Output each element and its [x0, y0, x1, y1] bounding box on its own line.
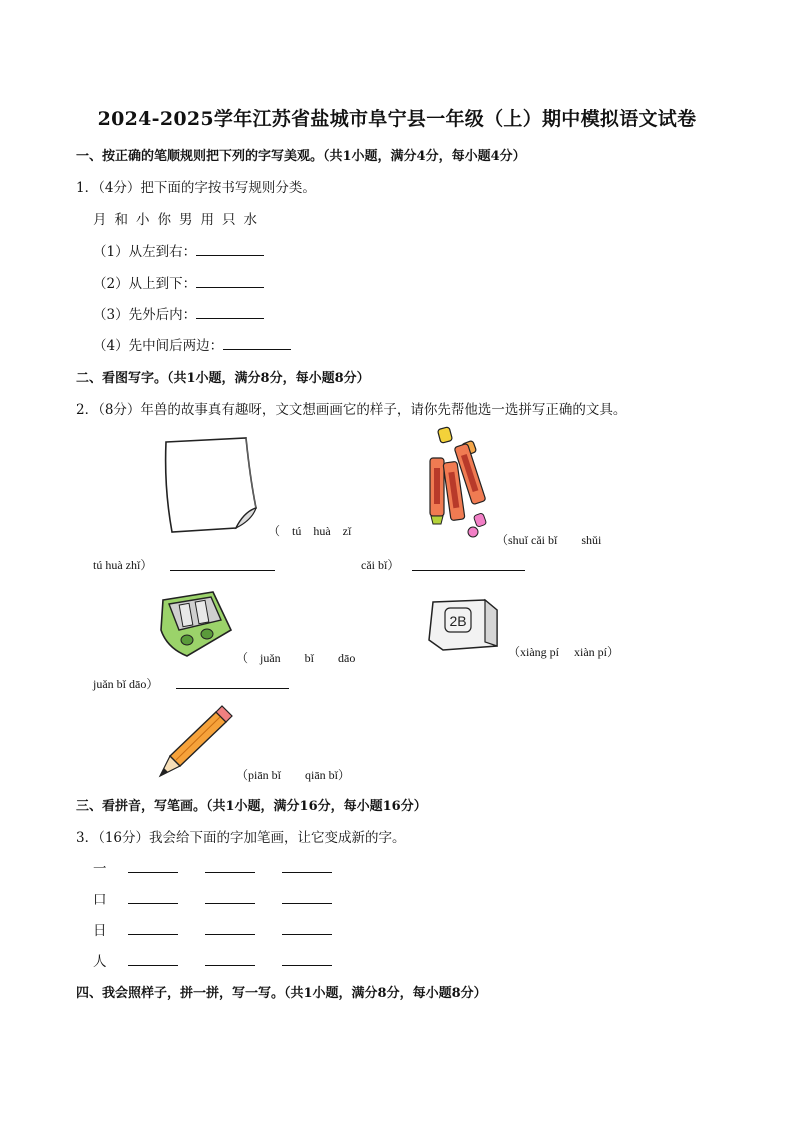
q1-item-label: （1）从左到右： — [93, 244, 197, 260]
answer-line[interactable] — [128, 934, 178, 935]
answer-line[interactable] — [282, 965, 332, 966]
answer-blank[interactable] — [196, 243, 264, 256]
eraser-image — [425, 596, 505, 654]
answer-line[interactable] — [128, 903, 178, 904]
char: 小 — [136, 212, 150, 228]
char: 男 — [179, 212, 193, 228]
pencil-sharpener-image — [157, 590, 237, 662]
section-1-heading: 一、按正确的笔顺规则把下列的字写美观。（共1小题，满分4分，每小题4分） — [76, 149, 526, 164]
eraser-label: 2B — [449, 613, 467, 629]
answer-line[interactable] — [128, 872, 178, 873]
q1-item-2 — [93, 272, 264, 292]
pen-pinyin-options-cont: cǎi bǐ） — [361, 558, 400, 572]
char: 只 — [222, 212, 236, 228]
char: 你 — [157, 212, 171, 228]
pencil-pinyin-options: （piān bǐ qiān bǐ） — [236, 768, 350, 782]
page-title: 2024-2025学年江苏省盐城市阜宁县一年级（上）期中模拟语文试卷 — [97, 108, 697, 130]
q1-item-label: （2）从上到下： — [93, 276, 197, 292]
answer-line[interactable] — [205, 903, 255, 904]
question-1-chars — [93, 208, 265, 228]
q1-item-label: （4）先中间后两边： — [93, 338, 224, 354]
watercolor-pens-image — [425, 428, 495, 540]
answer-line[interactable] — [205, 934, 255, 935]
sharpener-pinyin-options-cont: juǎn bǐ dāo） — [93, 677, 159, 691]
char: 月 — [93, 212, 107, 228]
answer-line[interactable] — [282, 934, 332, 935]
section-4-heading: 四、我会照样子，拼一拼，写一写。（共1小题，满分8分，每小题8分） — [76, 986, 487, 1001]
answer-blank[interactable] — [223, 337, 291, 350]
answer-blank[interactable] — [196, 275, 264, 288]
section-3-heading: 三、看拼音，写笔画。（共1小题，满分16分，每小题16分） — [76, 799, 427, 814]
pencil-image — [158, 706, 234, 778]
q3-char: 日 — [93, 923, 107, 939]
answer-line-sharpener[interactable] — [176, 688, 289, 689]
paper-pinyin-options-cont: tú huà zhǐ） — [93, 558, 153, 572]
answer-blank[interactable] — [196, 306, 264, 319]
answer-line[interactable] — [205, 965, 255, 966]
char: 和 — [114, 212, 128, 228]
answer-line[interactable] — [282, 872, 332, 873]
drawing-paper-image — [160, 438, 265, 534]
char: 用 — [200, 212, 214, 228]
q1-item-4 — [93, 334, 291, 354]
eraser-pinyin-options: （xiàng pí xiàn pí） — [508, 645, 619, 659]
section-2-heading: 二、看图写字。（共1小题，满分8分，每小题8分） — [76, 371, 370, 386]
q1-item-1 — [93, 240, 264, 260]
sharpener-pinyin-options: （ juǎn bǐ dāo — [236, 651, 356, 665]
q3-char: 人 — [93, 954, 107, 970]
paper-pinyin-options: （ tú huà zǐ — [268, 524, 352, 538]
q3-char: 一 — [93, 861, 107, 877]
answer-line[interactable] — [205, 872, 255, 873]
q3-char: 口 — [93, 892, 107, 908]
question-1-prompt: 1．（4分）把下面的字按书写规则分类。 — [76, 180, 316, 196]
q1-item-3 — [93, 303, 264, 323]
answer-line[interactable] — [282, 903, 332, 904]
answer-line[interactable] — [128, 965, 178, 966]
question-3-prompt: 3．（16分）我会给下面的字加笔画，让它变成新的字。 — [76, 830, 406, 846]
q1-item-label: （3）先外后内： — [93, 307, 197, 323]
question-2-prompt: 2．（8分）年兽的故事真有趣呀，文文想画画它的样子，请你先帮他选一选拼写正确的文具。 — [76, 402, 627, 418]
answer-line-paper[interactable] — [170, 570, 275, 571]
pen-pinyin-options: （shuǐ cǎi bǐ shǔi — [496, 533, 602, 547]
answer-line-pen[interactable] — [412, 570, 525, 571]
char: 水 — [243, 212, 257, 228]
